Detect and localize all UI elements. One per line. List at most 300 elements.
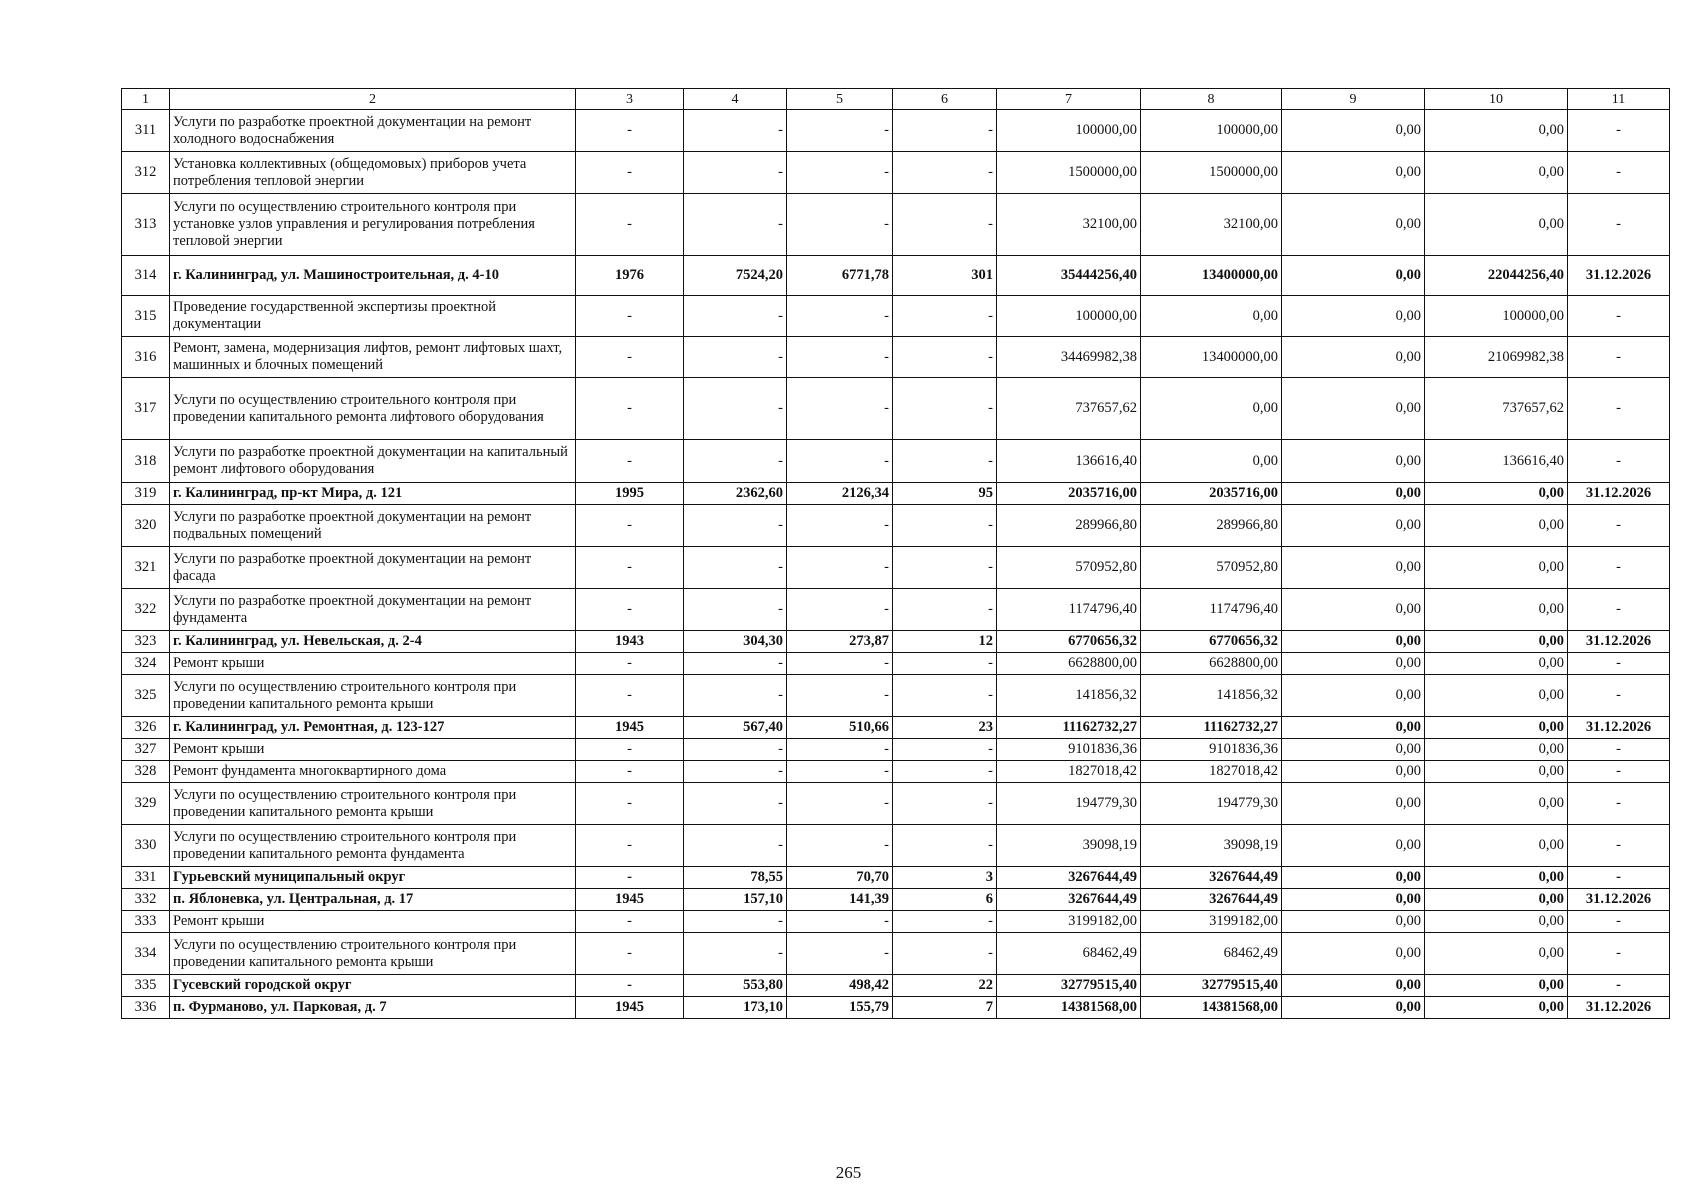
row-name: Ремонт фундамента многоквартирного дома bbox=[170, 761, 576, 783]
page-number: 265 bbox=[835, 1163, 862, 1182]
table-row bbox=[122, 152, 1670, 194]
col9-cost: 0,00 bbox=[1282, 505, 1425, 547]
table-row bbox=[122, 547, 1670, 589]
row-name: Услуги по осуществлению строительного контроля при проведении капитального ремонта крыши bbox=[170, 675, 576, 717]
row-name: г. Калининград, ул. Ремонтная, д. 123-127 bbox=[170, 717, 576, 739]
row-name: Ремонт крыши bbox=[170, 739, 576, 761]
col11-date: - bbox=[1568, 783, 1670, 825]
register-table bbox=[121, 88, 1670, 1019]
col6-residents: 7 bbox=[893, 997, 997, 1019]
col7-total-cost: 1827018,42 bbox=[997, 761, 1141, 783]
col5-area-living: - bbox=[787, 761, 893, 783]
row-name: Ремонт, замена, модернизация лифтов, ремонт лифтовых шахт, машинных и блочных помещений bbox=[170, 337, 576, 378]
row-name: п. Фурманово, ул. Парковая, д. 7 bbox=[170, 997, 576, 1019]
col3-year: 1945 bbox=[576, 717, 684, 739]
col11-date: - bbox=[1568, 739, 1670, 761]
col11-date: - bbox=[1568, 505, 1670, 547]
col9-cost: 0,00 bbox=[1282, 337, 1425, 378]
col3-year: - bbox=[576, 378, 684, 440]
col9-cost: 0,00 bbox=[1282, 825, 1425, 867]
row-name: Установка коллективных (общедомовых) приборов учета потребления тепловой энергии bbox=[170, 152, 576, 194]
col8-cost: 13400000,00 bbox=[1141, 256, 1282, 296]
col7-total-cost: 3267644,49 bbox=[997, 867, 1141, 889]
col6-residents: 95 bbox=[893, 483, 997, 505]
col7-total-cost: 68462,49 bbox=[997, 933, 1141, 975]
table-row bbox=[122, 675, 1670, 717]
col10-cost: 0,00 bbox=[1425, 547, 1568, 589]
table-row bbox=[122, 378, 1670, 440]
row-number: 317 bbox=[122, 378, 170, 440]
col10-cost: 0,00 bbox=[1425, 825, 1568, 867]
table-row bbox=[122, 256, 1670, 296]
row-number: 329 bbox=[122, 783, 170, 825]
col5-area-living: - bbox=[787, 933, 893, 975]
col3-year: - bbox=[576, 867, 684, 889]
col3-year: 1945 bbox=[576, 889, 684, 911]
col5-area-living: - bbox=[787, 825, 893, 867]
col5-area-living: 141,39 bbox=[787, 889, 893, 911]
col4-area-total: - bbox=[684, 783, 787, 825]
col4-area-total: 78,55 bbox=[684, 867, 787, 889]
col6-residents: - bbox=[893, 152, 997, 194]
col6-residents: 23 bbox=[893, 717, 997, 739]
col10-cost: 0,00 bbox=[1425, 911, 1568, 933]
col8-cost: 194779,30 bbox=[1141, 783, 1282, 825]
col6-residents: - bbox=[893, 547, 997, 589]
col6-residents: - bbox=[893, 194, 997, 256]
row-number: 336 bbox=[122, 997, 170, 1019]
row-number: 314 bbox=[122, 256, 170, 296]
row-name: г. Калининград, ул. Невельская, д. 2-4 bbox=[170, 631, 576, 653]
table-row bbox=[122, 589, 1670, 631]
col11-date: 31.12.2026 bbox=[1568, 483, 1670, 505]
col9-cost: 0,00 bbox=[1282, 296, 1425, 337]
col7-total-cost: 3267644,49 bbox=[997, 889, 1141, 911]
col8-cost: 3267644,49 bbox=[1141, 889, 1282, 911]
col3-year: - bbox=[576, 194, 684, 256]
col5-area-living: - bbox=[787, 296, 893, 337]
col5-area-living: 155,79 bbox=[787, 997, 893, 1019]
col8-cost: 570952,80 bbox=[1141, 547, 1282, 589]
col6-residents: - bbox=[893, 337, 997, 378]
col11-date: - bbox=[1568, 152, 1670, 194]
row-name: Услуги по осуществлению строительного контроля при установке узлов управления и регулирования потребления тепловой энергии bbox=[170, 194, 576, 256]
col5-area-living: 2126,34 bbox=[787, 483, 893, 505]
row-name: Гурьевский муниципальный округ bbox=[170, 867, 576, 889]
col9-cost: 0,00 bbox=[1282, 717, 1425, 739]
col7-total-cost: 100000,00 bbox=[997, 296, 1141, 337]
col5-area-living: - bbox=[787, 589, 893, 631]
row-number: 321 bbox=[122, 547, 170, 589]
col5-area-living: - bbox=[787, 911, 893, 933]
col11-date: - bbox=[1568, 337, 1670, 378]
col3-year: - bbox=[576, 152, 684, 194]
col3-year: - bbox=[576, 911, 684, 933]
row-number: 333 bbox=[122, 911, 170, 933]
row-number: 319 bbox=[122, 483, 170, 505]
col4-area-total: - bbox=[684, 547, 787, 589]
col3-year: - bbox=[576, 110, 684, 152]
table-row bbox=[122, 825, 1670, 867]
table-row bbox=[122, 783, 1670, 825]
col9-cost: 0,00 bbox=[1282, 889, 1425, 911]
col7-total-cost: 6770656,32 bbox=[997, 631, 1141, 653]
row-name: Услуги по разработке проектной документации на ремонт фасада bbox=[170, 547, 576, 589]
col4-area-total: 173,10 bbox=[684, 997, 787, 1019]
col10-cost: 0,00 bbox=[1425, 653, 1568, 675]
header-cell: 11 bbox=[1568, 89, 1670, 110]
col10-cost: 0,00 bbox=[1425, 889, 1568, 911]
col8-cost: 0,00 bbox=[1141, 440, 1282, 483]
header-cell: 1 bbox=[122, 89, 170, 110]
col11-date: 31.12.2026 bbox=[1568, 256, 1670, 296]
col4-area-total: 553,80 bbox=[684, 975, 787, 997]
col11-date: 31.12.2026 bbox=[1568, 997, 1670, 1019]
row-name: Услуги по осуществлению строительного контроля при проведении капитального ремонта фундамента bbox=[170, 825, 576, 867]
col8-cost: 6770656,32 bbox=[1141, 631, 1282, 653]
col7-total-cost: 737657,62 bbox=[997, 378, 1141, 440]
col9-cost: 0,00 bbox=[1282, 933, 1425, 975]
row-number: 332 bbox=[122, 889, 170, 911]
col9-cost: 0,00 bbox=[1282, 867, 1425, 889]
col3-year: 1943 bbox=[576, 631, 684, 653]
col10-cost: 0,00 bbox=[1425, 739, 1568, 761]
col6-residents: - bbox=[893, 589, 997, 631]
col5-area-living: - bbox=[787, 440, 893, 483]
col11-date: - bbox=[1568, 194, 1670, 256]
row-number: 325 bbox=[122, 675, 170, 717]
col9-cost: 0,00 bbox=[1282, 547, 1425, 589]
col10-cost: 21069982,38 bbox=[1425, 337, 1568, 378]
col9-cost: 0,00 bbox=[1282, 589, 1425, 631]
row-number: 334 bbox=[122, 933, 170, 975]
col5-area-living: - bbox=[787, 653, 893, 675]
col11-date: - bbox=[1568, 653, 1670, 675]
col10-cost: 22044256,40 bbox=[1425, 256, 1568, 296]
col7-total-cost: 9101836,36 bbox=[997, 739, 1141, 761]
col11-date: - bbox=[1568, 589, 1670, 631]
row-name: п. Яблоневка, ул. Центральная, д. 17 bbox=[170, 889, 576, 911]
col6-residents: - bbox=[893, 911, 997, 933]
col6-residents: - bbox=[893, 933, 997, 975]
row-name: Услуги по разработке проектной документации на ремонт подвальных помещений bbox=[170, 505, 576, 547]
header-cell: 8 bbox=[1141, 89, 1282, 110]
table-row bbox=[122, 997, 1670, 1019]
col8-cost: 3267644,49 bbox=[1141, 867, 1282, 889]
col5-area-living: - bbox=[787, 337, 893, 378]
col3-year: - bbox=[576, 547, 684, 589]
col8-cost: 6628800,00 bbox=[1141, 653, 1282, 675]
row-name: г. Калининград, пр-кт Мира, д. 121 bbox=[170, 483, 576, 505]
row-number: 323 bbox=[122, 631, 170, 653]
col11-date: - bbox=[1568, 975, 1670, 997]
col4-area-total: - bbox=[684, 505, 787, 547]
col5-area-living: - bbox=[787, 783, 893, 825]
col8-cost: 0,00 bbox=[1141, 296, 1282, 337]
col5-area-living: 273,87 bbox=[787, 631, 893, 653]
col9-cost: 0,00 bbox=[1282, 653, 1425, 675]
table-row bbox=[122, 440, 1670, 483]
col11-date: - bbox=[1568, 378, 1670, 440]
col4-area-total: 7524,20 bbox=[684, 256, 787, 296]
header-cell: 6 bbox=[893, 89, 997, 110]
col10-cost: 0,00 bbox=[1425, 783, 1568, 825]
row-name: г. Калининград, ул. Машиностроительная, д. 4-10 bbox=[170, 256, 576, 296]
col4-area-total: - bbox=[684, 110, 787, 152]
col4-area-total: - bbox=[684, 675, 787, 717]
col3-year: - bbox=[576, 505, 684, 547]
col7-total-cost: 3199182,00 bbox=[997, 911, 1141, 933]
col6-residents: - bbox=[893, 110, 997, 152]
col7-total-cost: 32779515,40 bbox=[997, 975, 1141, 997]
table-row bbox=[122, 653, 1670, 675]
col9-cost: 0,00 bbox=[1282, 761, 1425, 783]
col7-total-cost: 32100,00 bbox=[997, 194, 1141, 256]
col3-year: - bbox=[576, 825, 684, 867]
col10-cost: 0,00 bbox=[1425, 997, 1568, 1019]
col4-area-total: 304,30 bbox=[684, 631, 787, 653]
col4-area-total: - bbox=[684, 933, 787, 975]
col4-area-total: - bbox=[684, 761, 787, 783]
row-name: Проведение государственной экспертизы проектной документации bbox=[170, 296, 576, 337]
header-cell: 4 bbox=[684, 89, 787, 110]
col5-area-living: - bbox=[787, 675, 893, 717]
col9-cost: 0,00 bbox=[1282, 378, 1425, 440]
col4-area-total: - bbox=[684, 440, 787, 483]
col8-cost: 13400000,00 bbox=[1141, 337, 1282, 378]
col11-date: 31.12.2026 bbox=[1568, 631, 1670, 653]
header-cell: 10 bbox=[1425, 89, 1568, 110]
header-cell: 7 bbox=[997, 89, 1141, 110]
col7-total-cost: 35444256,40 bbox=[997, 256, 1141, 296]
table-row bbox=[122, 483, 1670, 505]
row-number: 330 bbox=[122, 825, 170, 867]
col5-area-living: 510,66 bbox=[787, 717, 893, 739]
col4-area-total: 2362,60 bbox=[684, 483, 787, 505]
row-name: Услуги по разработке проектной документации на ремонт фундамента bbox=[170, 589, 576, 631]
col7-total-cost: 570952,80 bbox=[997, 547, 1141, 589]
col3-year: 1995 bbox=[576, 483, 684, 505]
col7-total-cost: 6628800,00 bbox=[997, 653, 1141, 675]
col11-date: - bbox=[1568, 911, 1670, 933]
header-cell: 2 bbox=[170, 89, 576, 110]
col7-total-cost: 1500000,00 bbox=[997, 152, 1141, 194]
col9-cost: 0,00 bbox=[1282, 194, 1425, 256]
col5-area-living: - bbox=[787, 547, 893, 589]
col4-area-total: - bbox=[684, 152, 787, 194]
col7-total-cost: 39098,19 bbox=[997, 825, 1141, 867]
col4-area-total: - bbox=[684, 337, 787, 378]
col10-cost: 0,00 bbox=[1425, 631, 1568, 653]
col7-total-cost: 1174796,40 bbox=[997, 589, 1141, 631]
table-row bbox=[122, 867, 1670, 889]
col10-cost: 0,00 bbox=[1425, 110, 1568, 152]
col4-area-total: 157,10 bbox=[684, 889, 787, 911]
col6-residents: 301 bbox=[893, 256, 997, 296]
col3-year: - bbox=[576, 589, 684, 631]
col3-year: - bbox=[576, 440, 684, 483]
col5-area-living: 498,42 bbox=[787, 975, 893, 997]
col8-cost: 39098,19 bbox=[1141, 825, 1282, 867]
col5-area-living: - bbox=[787, 378, 893, 440]
col9-cost: 0,00 bbox=[1282, 911, 1425, 933]
col5-area-living: - bbox=[787, 152, 893, 194]
table-row bbox=[122, 739, 1670, 761]
row-number: 313 bbox=[122, 194, 170, 256]
row-number: 327 bbox=[122, 739, 170, 761]
col9-cost: 0,00 bbox=[1282, 975, 1425, 997]
table-row bbox=[122, 975, 1670, 997]
col4-area-total: - bbox=[684, 589, 787, 631]
col7-total-cost: 100000,00 bbox=[997, 110, 1141, 152]
col8-cost: 1500000,00 bbox=[1141, 152, 1282, 194]
col3-year: 1976 bbox=[576, 256, 684, 296]
table-row bbox=[122, 110, 1670, 152]
table-body bbox=[122, 89, 1670, 1019]
col9-cost: 0,00 bbox=[1282, 997, 1425, 1019]
col6-residents: - bbox=[893, 739, 997, 761]
col6-residents: 22 bbox=[893, 975, 997, 997]
col10-cost: 737657,62 bbox=[1425, 378, 1568, 440]
row-number: 328 bbox=[122, 761, 170, 783]
row-name: Ремонт крыши bbox=[170, 911, 576, 933]
col11-date: - bbox=[1568, 675, 1670, 717]
col6-residents: 12 bbox=[893, 631, 997, 653]
col3-year: - bbox=[576, 653, 684, 675]
col9-cost: 0,00 bbox=[1282, 440, 1425, 483]
table-row bbox=[122, 505, 1670, 547]
col11-date: 31.12.2026 bbox=[1568, 889, 1670, 911]
col7-total-cost: 14381568,00 bbox=[997, 997, 1141, 1019]
header-cell: 9 bbox=[1282, 89, 1425, 110]
col3-year: - bbox=[576, 675, 684, 717]
col10-cost: 0,00 bbox=[1425, 975, 1568, 997]
col4-area-total: - bbox=[684, 296, 787, 337]
col4-area-total: - bbox=[684, 653, 787, 675]
col5-area-living: - bbox=[787, 505, 893, 547]
row-number: 331 bbox=[122, 867, 170, 889]
row-number: 311 bbox=[122, 110, 170, 152]
col3-year: - bbox=[576, 739, 684, 761]
col10-cost: 0,00 bbox=[1425, 194, 1568, 256]
col8-cost: 1827018,42 bbox=[1141, 761, 1282, 783]
col10-cost: 0,00 bbox=[1425, 867, 1568, 889]
col8-cost: 2035716,00 bbox=[1141, 483, 1282, 505]
col10-cost: 0,00 bbox=[1425, 761, 1568, 783]
col8-cost: 32100,00 bbox=[1141, 194, 1282, 256]
col6-residents: - bbox=[893, 825, 997, 867]
row-name: Услуги по осуществлению строительного контроля при проведении капитального ремонта лифтового оборудования bbox=[170, 378, 576, 440]
col11-date: - bbox=[1568, 110, 1670, 152]
col11-date: - bbox=[1568, 867, 1670, 889]
col6-residents: 3 bbox=[893, 867, 997, 889]
header-cell: 5 bbox=[787, 89, 893, 110]
table-row bbox=[122, 911, 1670, 933]
row-name: Услуги по разработке проектной документации на ремонт холодного водоснабжения bbox=[170, 110, 576, 152]
col3-year: - bbox=[576, 783, 684, 825]
table-row bbox=[122, 194, 1670, 256]
col8-cost: 32779515,40 bbox=[1141, 975, 1282, 997]
row-number: 322 bbox=[122, 589, 170, 631]
table-row bbox=[122, 761, 1670, 783]
col7-total-cost: 289966,80 bbox=[997, 505, 1141, 547]
row-name: Услуги по разработке проектной документации на капитальный ремонт лифтового оборудования bbox=[170, 440, 576, 483]
col8-cost: 11162732,27 bbox=[1141, 717, 1282, 739]
col3-year: - bbox=[576, 975, 684, 997]
col11-date: - bbox=[1568, 933, 1670, 975]
col10-cost: 0,00 bbox=[1425, 717, 1568, 739]
col9-cost: 0,00 bbox=[1282, 739, 1425, 761]
col8-cost: 141856,32 bbox=[1141, 675, 1282, 717]
col10-cost: 136616,40 bbox=[1425, 440, 1568, 483]
col11-date: - bbox=[1568, 761, 1670, 783]
col6-residents: - bbox=[893, 378, 997, 440]
row-name: Ремонт крыши bbox=[170, 653, 576, 675]
col10-cost: 0,00 bbox=[1425, 933, 1568, 975]
col4-area-total: - bbox=[684, 194, 787, 256]
row-number: 318 bbox=[122, 440, 170, 483]
col11-date: - bbox=[1568, 825, 1670, 867]
col8-cost: 1174796,40 bbox=[1141, 589, 1282, 631]
col3-year: - bbox=[576, 337, 684, 378]
col9-cost: 0,00 bbox=[1282, 110, 1425, 152]
row-number: 324 bbox=[122, 653, 170, 675]
col6-residents: 6 bbox=[893, 889, 997, 911]
col9-cost: 0,00 bbox=[1282, 152, 1425, 194]
row-name: Услуги по осуществлению строительного контроля при проведении капитального ремонта крыши bbox=[170, 933, 576, 975]
row-number: 316 bbox=[122, 337, 170, 378]
col4-area-total: - bbox=[684, 739, 787, 761]
col3-year: - bbox=[576, 761, 684, 783]
col9-cost: 0,00 bbox=[1282, 483, 1425, 505]
row-number: 326 bbox=[122, 717, 170, 739]
col9-cost: 0,00 bbox=[1282, 631, 1425, 653]
col6-residents: - bbox=[893, 783, 997, 825]
col10-cost: 0,00 bbox=[1425, 483, 1568, 505]
col4-area-total: - bbox=[684, 911, 787, 933]
row-number: 335 bbox=[122, 975, 170, 997]
col11-date: - bbox=[1568, 440, 1670, 483]
col10-cost: 0,00 bbox=[1425, 152, 1568, 194]
col8-cost: 14381568,00 bbox=[1141, 997, 1282, 1019]
col7-total-cost: 34469982,38 bbox=[997, 337, 1141, 378]
col6-residents: - bbox=[893, 653, 997, 675]
col5-area-living: 6771,78 bbox=[787, 256, 893, 296]
column-number-header bbox=[122, 89, 1670, 110]
col3-year: 1945 bbox=[576, 997, 684, 1019]
col8-cost: 68462,49 bbox=[1141, 933, 1282, 975]
row-name: Гусевский городской округ bbox=[170, 975, 576, 997]
col5-area-living: - bbox=[787, 110, 893, 152]
col3-year: - bbox=[576, 296, 684, 337]
col8-cost: 100000,00 bbox=[1141, 110, 1282, 152]
row-number: 315 bbox=[122, 296, 170, 337]
col9-cost: 0,00 bbox=[1282, 675, 1425, 717]
col4-area-total: 567,40 bbox=[684, 717, 787, 739]
col10-cost: 0,00 bbox=[1425, 505, 1568, 547]
col4-area-total: - bbox=[684, 825, 787, 867]
col7-total-cost: 11162732,27 bbox=[997, 717, 1141, 739]
col11-date: - bbox=[1568, 296, 1670, 337]
col9-cost: 0,00 bbox=[1282, 256, 1425, 296]
table-row bbox=[122, 889, 1670, 911]
col8-cost: 289966,80 bbox=[1141, 505, 1282, 547]
col3-year: - bbox=[576, 933, 684, 975]
col7-total-cost: 2035716,00 bbox=[997, 483, 1141, 505]
col6-residents: - bbox=[893, 440, 997, 483]
col10-cost: 0,00 bbox=[1425, 589, 1568, 631]
col8-cost: 0,00 bbox=[1141, 378, 1282, 440]
